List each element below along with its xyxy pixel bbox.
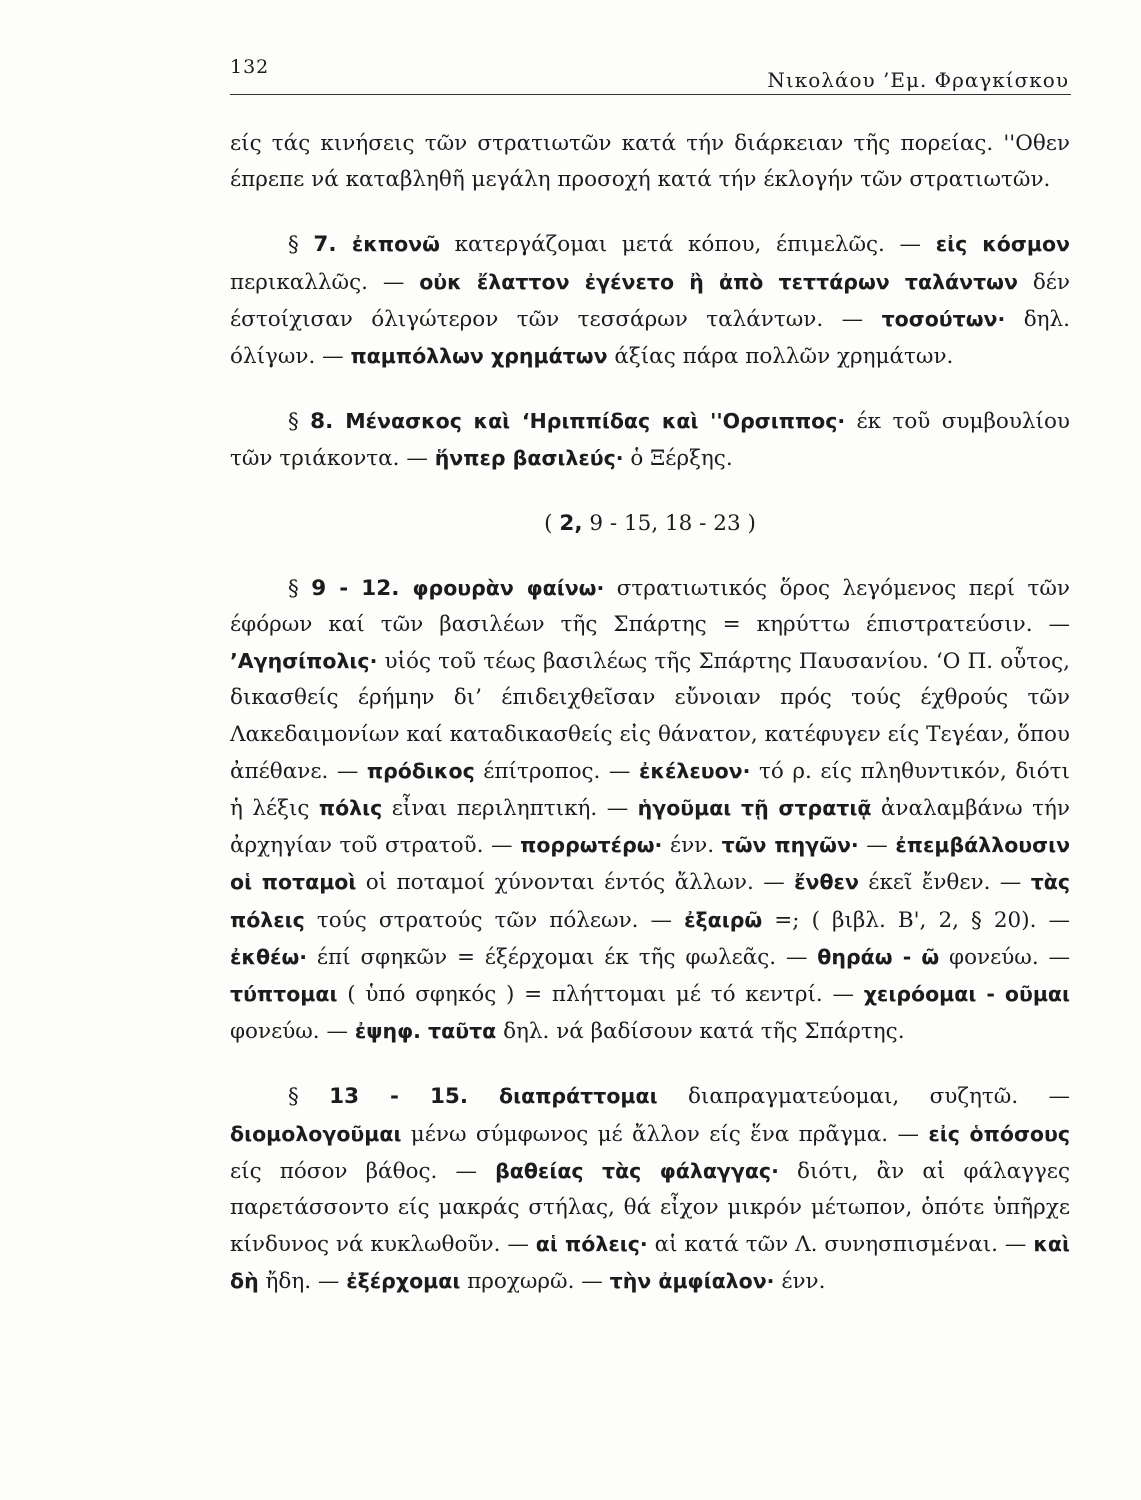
gloss-text: περικαλλῶς. —	[230, 269, 420, 295]
section-paragraph	[230, 226, 1070, 375]
gloss-text: ένν.	[774, 1269, 826, 1295]
lemma-term: εἰς ὁπόσους	[928, 1121, 1070, 1146]
lemma-term: φρουρὰν φαίνω·	[412, 575, 605, 600]
gloss-text: οἱ ποταμοί χύνονται έντός ἄλλων. —	[356, 870, 795, 896]
gloss-text: εἶναι περιληπτική. —	[382, 796, 638, 822]
paragraph-gap	[230, 478, 1070, 506]
lemma-term: τὰς πόλεις	[230, 870, 1071, 932]
gloss-text: τό ρ. είς πληθυντικόν, διότι ἡ λέξις	[230, 758, 1070, 822]
section-number: 8.	[310, 409, 346, 435]
paragraph-text	[230, 126, 1070, 198]
lemma-term: ἐπεμβάλλουσιν οἱ ποταμοὶ	[230, 833, 1071, 895]
gloss-text: έκεῖ ἔνθεν. —	[858, 870, 1031, 896]
gloss-text: §	[288, 232, 314, 258]
gloss-text: §	[288, 1084, 330, 1110]
section-number: 7.	[313, 232, 352, 258]
lemma-term: ’Αγησίπολις·	[230, 649, 378, 674]
gloss-text: κατεργάζομαι μετά κόπου, έπιμελῶς. —	[439, 232, 936, 258]
gloss-text: φονεύω. —	[939, 944, 1070, 970]
gloss-text: φονεύω. —	[230, 1019, 355, 1045]
gloss-text: ὁ Ξέρξης.	[623, 446, 733, 472]
lemma-term: ἔνθεν	[794, 870, 859, 895]
lemma-term: θηράω - ῶ	[817, 944, 940, 969]
section-number: 9 - 12.	[311, 575, 413, 601]
lemma-term: πρόδικος	[366, 758, 475, 783]
lemma-term: τοσούτων·	[881, 306, 1006, 331]
gloss-text: §	[288, 575, 312, 601]
gloss-text: είς πόσον βάθος. —	[230, 1158, 496, 1184]
page-body	[230, 126, 1070, 1301]
gloss-text: διαπραγματεύομαι, συζητῶ. —	[657, 1084, 1071, 1110]
section-paragraph	[230, 570, 1070, 1051]
lemma-term: αἱ πόλεις·	[535, 1232, 648, 1257]
section-paragraph	[230, 403, 1070, 477]
lemma-term: πορρωτέρω·	[520, 833, 663, 858]
lemma-term: διομολογοῦμαι	[230, 1121, 402, 1146]
gloss-text: §	[288, 409, 311, 435]
gloss-text: έκ τοῦ συμβουλίου τῶν τριάκοντα. —	[230, 409, 1070, 472]
lemma-term: πόλις	[318, 796, 383, 821]
gloss-text: μένω σύμφωνος μέ ἄλλον είς ἕνα πρᾶγμα. —	[401, 1121, 929, 1147]
lemma-term: τὴν ἀμφίαλον·	[609, 1269, 775, 1294]
gloss-text: —	[858, 833, 896, 859]
paragraph-gap	[230, 542, 1070, 570]
lemma-term: ἐκθέω·	[230, 944, 308, 969]
lemma-term: ἡγοῦμαι τῇ στρατιᾷ	[637, 796, 872, 821]
paragraph-gap	[230, 198, 1070, 226]
paragraph-text	[230, 570, 1070, 1051]
gloss-text: (	[544, 510, 560, 536]
paragraph-text	[230, 403, 1070, 477]
gloss-text: αἱ κατά τῶν Λ. συνησπισμέναι. —	[647, 1232, 1034, 1258]
lemma-term: χειρόομαι - οῦμαι	[863, 982, 1070, 1007]
gloss-text: ἤδη. —	[258, 1269, 347, 1295]
section-number: 13 - 15.	[329, 1084, 500, 1110]
gloss-text: έπίτροπος. —	[474, 758, 639, 784]
gloss-text: προχωρῶ. —	[460, 1269, 610, 1295]
gloss-text: ἀναλαμβάνω τήν ἀρχηγίαν τοῦ στρατοῦ. —	[230, 796, 1070, 859]
page-number: 132	[230, 56, 270, 78]
gloss-text: δηλ. νά βαδίσουν κατά τῆς Σπάρτης.	[496, 1019, 905, 1045]
paragraph-gap	[230, 375, 1070, 403]
running-title: Νικολάου ’Εμ. Φραγκίσκου	[767, 68, 1069, 92]
section-paragraph	[230, 1078, 1070, 1300]
gloss-text: υἱός τοῦ τέως βασιλέως τῆς Σπάρτης Παυσανίου. ‘Ο Π. οὗτος, δικασθείς έρήμην δι’ έπιδειχθεῖσαν εὔνοιαν πρός τούς έχθρούς τῶν Λακεδαιμονίων καί καταδικασθείς εἰς θάνατον, κατέφυγεν είς Τεγέαν, ὅπου ἀπέθανε. —	[230, 649, 1070, 784]
lemma-term: καὶ δὴ	[230, 1232, 1070, 1294]
paragraph-gap	[230, 1050, 1070, 1078]
gloss-text: στρατιωτικός ὅρος λεγόμενος περί τῶν έφόρων καί τῶν βασιλέων τῆς Σπάρτης = κηρύττω έπιστρατεύσιν. —	[230, 575, 1070, 638]
continuation-paragraph	[230, 126, 1070, 198]
lemma-term: εἰς κόσμον	[935, 232, 1070, 257]
lemma-term: οὐκ ἔλαττον ἐγένετο ἢ ἀπὸ τεττάρων ταλάντων	[419, 269, 1018, 294]
lemma-term: ἐκπονῶ	[351, 232, 440, 257]
lemma-term: τύπτομαι	[230, 982, 338, 1007]
lemma-term: βαθείας τὰς φάλαγγας·	[495, 1158, 779, 1183]
header-rule	[230, 94, 1071, 95]
lemma-term: ἥνπερ βασιλεύς·	[434, 446, 624, 471]
lemma-term: τῶν πηγῶν·	[721, 833, 859, 858]
lemma-term: διαπράττομαι	[499, 1084, 658, 1109]
lemma-term: ἐξαιρῶ	[684, 907, 763, 932]
gloss-text: ένν.	[662, 833, 722, 859]
gloss-text: τούς στρατούς τῶν πόλεων. —	[304, 907, 685, 933]
paragraph-text	[230, 226, 1070, 375]
lemma-term: ἐψηφ. ταῦτα	[354, 1019, 497, 1044]
gloss-text: δέν έστοίχισαν όλιγώτερον τῶν τεσσάρων ταλάντων. —	[230, 269, 1070, 332]
gloss-text: έπί σφηκῶν = έξέρχομαι έκ τῆς φωλεᾶς. —	[307, 944, 818, 970]
gloss-text: διότι, ἂν αἱ φάλαγγες παρετάσσοντο είς μακράς στήλας, θά εἶχον μικρόν μέτωπον, ὁπότε ὑπῆρχε κίνδυνος νά κυκλωθοῦν. —	[230, 1158, 1070, 1258]
gloss-text: δηλ. όλίγων. —	[230, 306, 1070, 370]
gloss-text: είς τάς κινήσεις τῶν στρατιωτῶν κατά τήν διάρκειαν τῆς πορείας. ''Οθεν έπρεπε νά καταβληθῆ μεγάλη προσοχή κατά τήν έκλογήν τῶν στρατιωτῶν.	[230, 131, 1070, 193]
gloss-text: ( ὑπό σφηκός ) = πλήττομαι μέ τό κεντρί. —	[337, 982, 864, 1008]
chapter-reference	[230, 506, 1070, 542]
section-number: 2,	[559, 510, 583, 536]
gloss-text: άξίας πάρα πολλῶν χρημάτων.	[607, 344, 954, 370]
gloss-text: 9 - 15, 18 - 23 )	[582, 510, 756, 536]
lemma-term: Μένασκος καὶ ‘Ηριππίδας καὶ ''Ορσιππος·	[345, 409, 846, 434]
lemma-term: παμπόλλων χρημάτων	[350, 344, 608, 369]
lemma-term: ἐκέλευον·	[638, 758, 751, 783]
paragraph-text	[230, 506, 1070, 542]
lemma-term: ἐξέρχομαι	[346, 1269, 461, 1294]
gloss-text: =; ( βιβλ. Β', 2, § 20). —	[762, 907, 1070, 933]
paragraph-text	[230, 1078, 1070, 1300]
